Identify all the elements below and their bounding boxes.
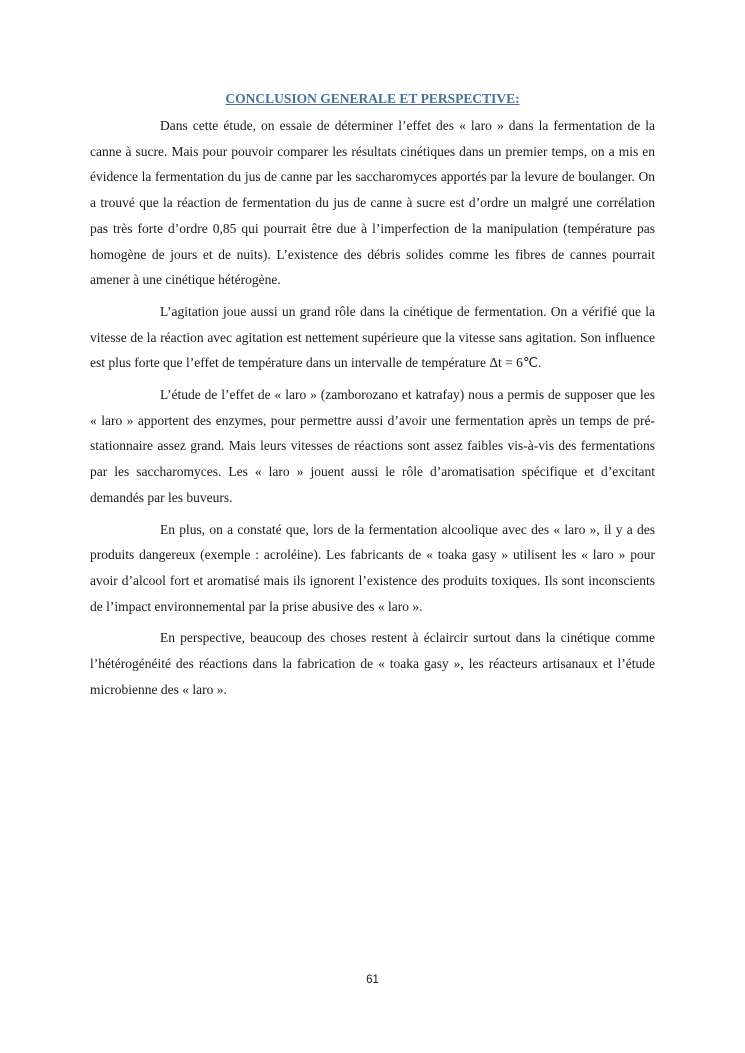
paragraph-5: En perspective, beaucoup des choses restent à éclaircir surtout dans la cinétique comme l’hétérogénéité des réactions dans la fabrication de « toaka gasy », les réacteurs artisanaux et l’étude microbienne des « laro ».	[90, 630, 655, 697]
body-text	[90, 113, 655, 708]
paragraph-1: Dans cette étude, on essaie de déterminer l’effet des « laro » dans la fermentation de la canne à sucre. Mais pour pouvoir comparer les résultats cinétiques dans un premier temps, on a mis en évidence la fermentation du jus de canne par les saccharomyces apportés par la levure de boulanger. On a trouvé que la réaction de fermentation du jus de canne à sucre est d’ordre un malgré une corrélation pas très forte d’ordre 0,85 qui pourrait être due à l’imperfection de la manipulation (température pas homogène de jours et de nuits). L’existence des débris solides comme les fibres de cannes pourrait amener à une cinétique hétérogène.	[90, 118, 655, 288]
paragraph-3: L’étude de l’effet de « laro » (zamborozano et katrafay) nous a permis de supposer que les « laro » apportent des enzymes, pour permettre aussi d’avoir une fermentation après un temps de pré-stationnaire assez grand. Mais leurs vitesses de réactions sont assez faibles vis-à-vis des fermentations par les saccharomyces. Les « laro » jouent aussi le rôle d’aromatisation spécifique et d’excitant demandés par les buveurs.	[90, 387, 655, 505]
paragraph-4: En plus, on a constaté que, lors de la fermentation alcoolique avec des « laro », il y a des produits dangereux (exemple : acroléine). Les fabricants de « toaka gasy » utilisent les « laro » pour avoir d’alcool fort et aromatisé mais ils ignorent l’existence des produits toxiques. Ils sont inconscients de l’impact environnemental par la prise abusive des « laro ».	[90, 521, 655, 614]
paragraph-2: L’agitation joue aussi un grand rôle dans la cinétique de fermentation. On a vérifié que la vitesse de la réaction avec agitation est nettement supérieure que la vitesse sans agitation. Son influence est plus forte que l’effet de température dans un intervalle de température Δt = 6℃.	[90, 303, 655, 371]
page-number: 61	[366, 974, 379, 986]
section-heading: CONCLUSION GENERALE ET PERSPECTIVE:	[225, 91, 520, 106]
